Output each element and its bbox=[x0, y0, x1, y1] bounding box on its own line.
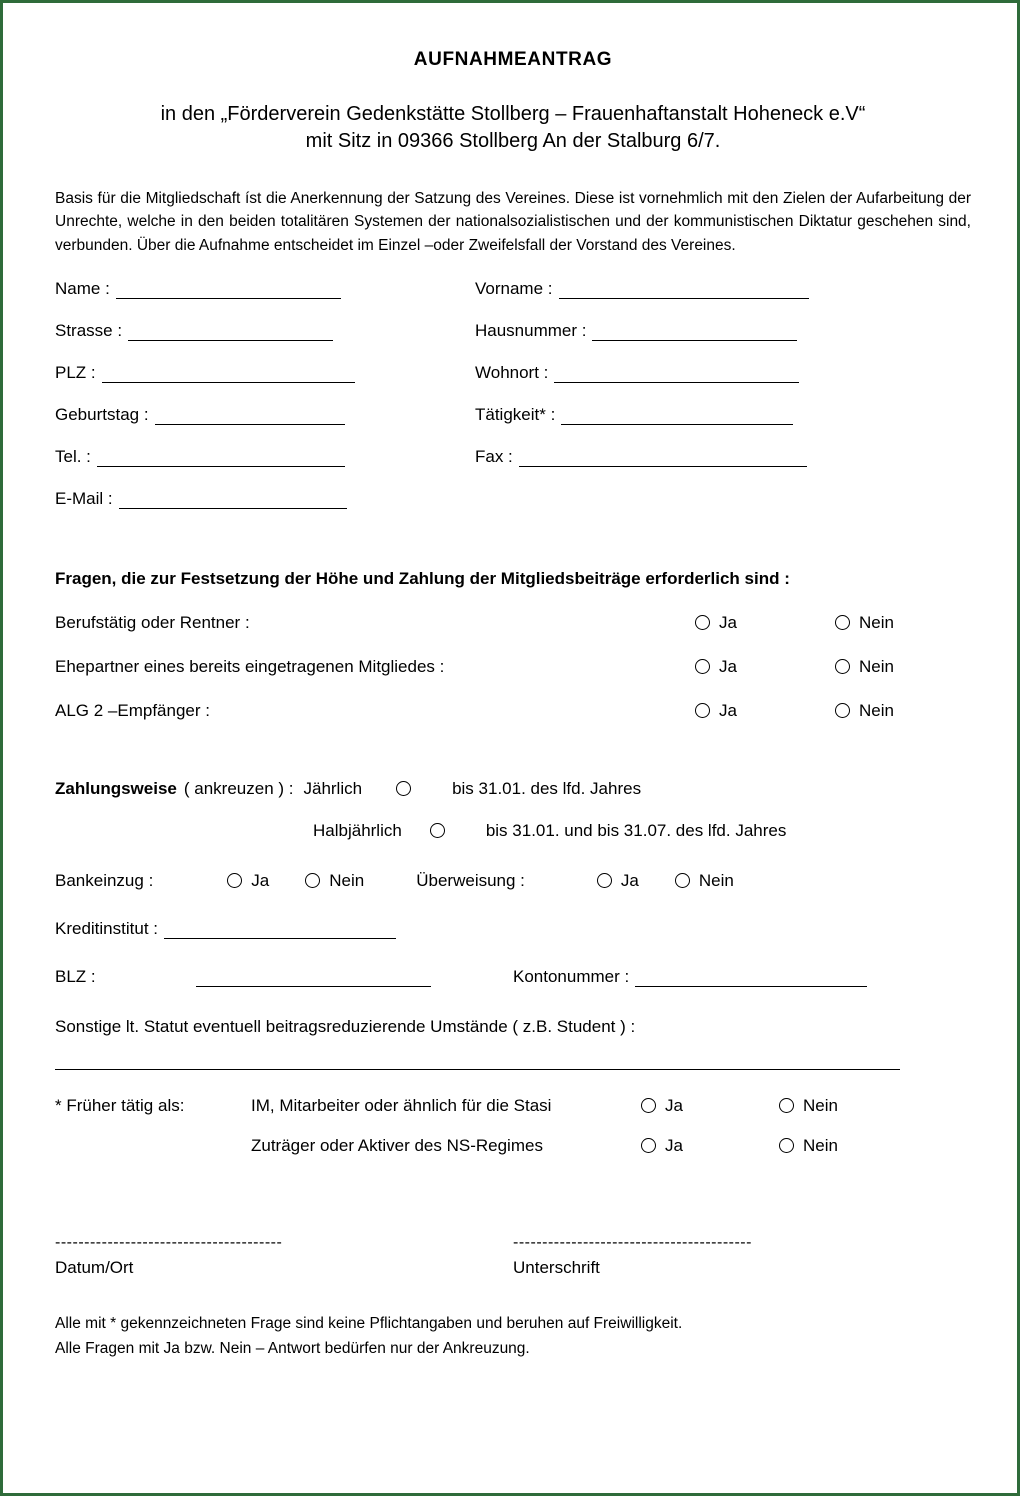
payment-heading-bold: Zahlungsweise bbox=[55, 778, 177, 798]
payment-halfyearly-note: bis 31.01. und bis 31.07. des lfd. Jahres bbox=[485, 820, 787, 840]
field-input-hausnummer[interactable] bbox=[592, 325, 797, 341]
bankeinzug-yes[interactable] bbox=[227, 871, 269, 891]
stasi-section bbox=[55, 1096, 971, 1156]
signature-area bbox=[55, 1234, 971, 1278]
field-label-tel: Tel. : bbox=[55, 446, 91, 466]
signature-signature[interactable] bbox=[513, 1234, 971, 1278]
organization-subtitle bbox=[55, 101, 971, 155]
question-option-yes[interactable] bbox=[695, 613, 825, 633]
field-input-tel[interactable] bbox=[97, 451, 345, 467]
radio-circle-icon[interactable] bbox=[779, 1138, 794, 1153]
field-input-name[interactable] bbox=[116, 283, 341, 299]
field-input-plz[interactable] bbox=[102, 367, 355, 383]
questions-heading: Fragen, die zur Festsetzung der Höhe und Zahlung der Mitgliedsbeiträge erforderlich sind : bbox=[55, 568, 790, 588]
page-title: AUFNAHMEANTRAG bbox=[413, 49, 613, 70]
bankeinzug-no[interactable] bbox=[305, 871, 364, 891]
field-taetigkeit[interactable] bbox=[475, 405, 915, 425]
field-input-wohnort[interactable] bbox=[554, 367, 799, 383]
radio-circle-icon[interactable] bbox=[695, 615, 710, 630]
footnotes bbox=[55, 1312, 971, 1362]
subtitle-line-1: in den „Förderverein Gedenkstätte Stollberg – Frauenhaftanstalt Hoheneck e.V“ bbox=[160, 103, 866, 125]
field-label-strasse: Strasse : bbox=[55, 320, 123, 340]
field-row-tel bbox=[55, 447, 971, 467]
field-label-geburtstag: Geburtstag : bbox=[55, 404, 149, 424]
footnote-line-2: Alle Fragen mit Ja bzw. Nein – Antwort bedürfen nur der Ankreuzung. bbox=[55, 1339, 530, 1357]
question-option-yes-label: Ja bbox=[719, 700, 737, 720]
stasi-q1-no[interactable] bbox=[779, 1096, 838, 1116]
intro-paragraph: Basis für die Mitgliedschaft íst die Anerkennung der Satzung des Vereines. Diese ist vornehmlich mit den Zielen der Aufarbeitung der Unrechte, welche in den beiden totalitären Systemen der nationalsozialistischen und der kommunistischen Diktatur geschehen sind, verbunden. Über die Aufnahme entscheidet im Einzel –oder Zweifelsfall der Vorstand des Vereines. bbox=[55, 190, 971, 254]
field-label-taetigkeit: Tätigkeit* : bbox=[475, 404, 556, 424]
field-row-strasse bbox=[55, 321, 971, 341]
stasi-q2-no[interactable] bbox=[779, 1136, 838, 1156]
stasi-q1-yes[interactable] bbox=[641, 1096, 769, 1116]
radio-circle-icon[interactable] bbox=[835, 703, 850, 718]
field-geburtstag[interactable] bbox=[55, 405, 475, 425]
field-label-plz: PLZ : bbox=[55, 362, 96, 382]
question-row bbox=[55, 613, 971, 633]
stasi-q2-yes-label: Ja bbox=[665, 1135, 683, 1155]
stasi-question-2: Zuträger oder Aktiver des NS-Regimes bbox=[251, 1135, 543, 1155]
radio-circle-icon[interactable] bbox=[227, 873, 242, 888]
payment-method-row bbox=[55, 871, 971, 891]
question-option-no-label: Nein bbox=[859, 700, 894, 720]
field-strasse[interactable] bbox=[55, 321, 475, 341]
field-input-kontonummer[interactable] bbox=[635, 971, 867, 987]
signature-date-place[interactable] bbox=[55, 1234, 513, 1278]
radio-circle-icon[interactable] bbox=[305, 873, 320, 888]
stasi-row-1 bbox=[55, 1096, 971, 1116]
radio-circle-icon[interactable] bbox=[675, 873, 690, 888]
question-option-yes[interactable] bbox=[695, 657, 825, 677]
ueberweisung-no-label: Nein bbox=[698, 870, 734, 890]
signature-dashes-left: --------------------------------------- bbox=[55, 1233, 283, 1251]
field-label-kontonummer: Kontonummer : bbox=[513, 966, 630, 986]
field-tel[interactable] bbox=[55, 447, 475, 467]
field-input-fax[interactable] bbox=[519, 451, 807, 467]
field-row-geburtstag bbox=[55, 405, 971, 425]
ueberweisung-label: Überweisung : bbox=[416, 870, 525, 890]
question-option-yes-label: Ja bbox=[719, 656, 737, 676]
field-input-email[interactable] bbox=[119, 493, 347, 509]
question-option-yes-label: Ja bbox=[719, 612, 737, 632]
sonstige-label: Sonstige lt. Statut eventuell beitragsreduzierende Umstände ( z.B. Student ) : bbox=[55, 1016, 636, 1036]
stasi-lead-label: * Früher tätig als: bbox=[55, 1095, 185, 1115]
field-row-plz bbox=[55, 363, 971, 383]
document-body bbox=[55, 37, 971, 1457]
stasi-q1-no-label: Nein bbox=[803, 1095, 838, 1115]
field-row-email bbox=[55, 489, 971, 509]
bankeinzug-label: Bankeinzug : bbox=[55, 870, 154, 890]
payment-halfyearly-row bbox=[55, 821, 971, 841]
stasi-q2-no-label: Nein bbox=[803, 1135, 838, 1155]
ueberweisung-yes-label: Ja bbox=[620, 870, 639, 890]
field-hausnummer[interactable] bbox=[475, 321, 915, 341]
question-text: Berufstätig oder Rentner : bbox=[55, 612, 250, 632]
radio-circle-icon[interactable] bbox=[396, 781, 411, 796]
radio-circle-icon[interactable] bbox=[779, 1098, 794, 1113]
page-artifact bbox=[778, 1415, 779, 1429]
payment-yearly-label: Jährlich bbox=[303, 778, 363, 798]
radio-circle-icon[interactable] bbox=[641, 1098, 656, 1113]
field-label-email: E-Mail : bbox=[55, 488, 113, 508]
radio-circle-icon[interactable] bbox=[835, 659, 850, 674]
bankeinzug-no-label: Nein bbox=[329, 870, 365, 890]
radio-circle-icon[interactable] bbox=[430, 823, 445, 838]
field-input-vorname[interactable] bbox=[559, 283, 809, 299]
bankeinzug-yes-label: Ja bbox=[251, 870, 270, 890]
footnote-line-1: Alle mit * gekennzeichneten Frage sind keine Pflichtangaben und beruhen auf Freiwilligkeit. bbox=[55, 1314, 683, 1332]
stasi-row-2 bbox=[55, 1136, 971, 1156]
field-input-strasse[interactable] bbox=[128, 325, 333, 341]
field-row-name bbox=[55, 279, 971, 299]
signature-label-right: Unterschrift bbox=[513, 1257, 600, 1277]
stasi-q2-yes[interactable] bbox=[641, 1136, 769, 1156]
radio-circle-icon[interactable] bbox=[835, 615, 850, 630]
field-wohnort[interactable] bbox=[475, 363, 915, 383]
question-option-no[interactable] bbox=[835, 613, 894, 633]
signature-dashes-right: ----------------------------------------- bbox=[513, 1233, 752, 1251]
question-text: Ehepartner eines bereits eingetragenen Mitgliedes : bbox=[55, 656, 445, 676]
field-email[interactable] bbox=[55, 489, 475, 509]
question-option-yes[interactable] bbox=[695, 701, 825, 721]
field-input-kreditinstitut[interactable] bbox=[164, 923, 396, 939]
field-input-blz[interactable] bbox=[196, 971, 431, 987]
stasi-q1-yes-label: Ja bbox=[665, 1095, 683, 1115]
field-label-kreditinstitut: Kreditinstitut : bbox=[55, 918, 158, 938]
subtitle-line-2: mit Sitz in 09366 Stollberg An der Stalburg 6/7. bbox=[305, 130, 721, 152]
field-fax[interactable] bbox=[475, 447, 915, 467]
field-vorname[interactable] bbox=[475, 279, 915, 299]
field-label-fax: Fax : bbox=[475, 446, 513, 466]
question-option-no-label: Nein bbox=[859, 656, 894, 676]
field-kreditinstitut[interactable] bbox=[55, 919, 971, 939]
field-input-geburtstag[interactable] bbox=[155, 409, 345, 425]
question-row bbox=[55, 657, 971, 677]
personal-fields bbox=[55, 279, 971, 509]
field-plz[interactable] bbox=[55, 363, 475, 383]
radio-circle-icon[interactable] bbox=[641, 1138, 656, 1153]
ueberweisung-yes[interactable] bbox=[597, 871, 639, 891]
payment-yearly-note: bis 31.01. des lfd. Jahres bbox=[452, 778, 642, 798]
radio-circle-icon[interactable] bbox=[597, 873, 612, 888]
question-option-no[interactable] bbox=[835, 657, 894, 677]
stasi-question-1: IM, Mitarbeiter oder ähnlich für die Stasi bbox=[251, 1095, 552, 1115]
field-label-vorname: Vorname : bbox=[475, 278, 553, 298]
radio-circle-icon[interactable] bbox=[695, 703, 710, 718]
field-input-taetigkeit[interactable] bbox=[561, 409, 793, 425]
payment-yearly-row bbox=[55, 779, 971, 799]
field-row-blz bbox=[55, 967, 971, 987]
field-name[interactable] bbox=[55, 279, 475, 299]
sonstige-input-line[interactable] bbox=[55, 1047, 900, 1070]
signature-label-left: Datum/Ort bbox=[55, 1257, 134, 1277]
question-row bbox=[55, 701, 971, 721]
radio-circle-icon[interactable] bbox=[695, 659, 710, 674]
field-label-blz: BLZ : bbox=[55, 966, 96, 986]
payment-heading-rest: ( ankreuzen ) : bbox=[183, 778, 294, 798]
ueberweisung-no[interactable] bbox=[675, 871, 734, 891]
question-text: ALG 2 –Empfänger : bbox=[55, 700, 210, 720]
field-label-name: Name : bbox=[55, 278, 110, 298]
question-option-no[interactable] bbox=[835, 701, 894, 721]
payment-section bbox=[55, 779, 971, 1070]
payment-halfyearly-label: Halbjährlich bbox=[313, 820, 402, 840]
field-label-hausnummer: Hausnummer : bbox=[475, 320, 587, 340]
field-label-wohnort: Wohnort : bbox=[475, 362, 549, 382]
question-option-no-label: Nein bbox=[859, 612, 894, 632]
